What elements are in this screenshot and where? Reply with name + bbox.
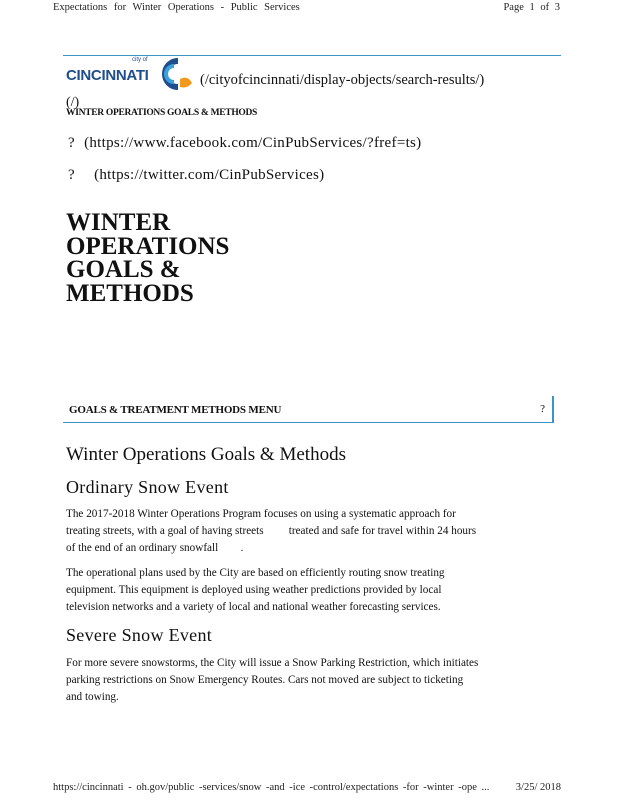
logo-c-icon — [154, 57, 198, 91]
twitter-link[interactable] — [68, 167, 324, 184]
facebook-link[interactable] — [68, 135, 421, 152]
paragraph-line: For more severe snowstorms, the City will issue a Snow Parking Restriction, which initiates — [66, 657, 479, 669]
header-divider — [63, 55, 561, 56]
paragraph-line: The operational plans used by the City are based on efficiently routing snow treating — [66, 567, 445, 579]
paragraph-line: The 2017-2018 Winter Operations Program focuses on using a systematic approach for — [66, 508, 456, 520]
print-header-page: Page 1 of 3 — [503, 2, 560, 13]
logo-arc-cyan — [166, 66, 174, 82]
page-title-line: WINTER — [66, 209, 171, 236]
paragraph-line: parking restrictions on Snow Emergency Routes. Cars not moved are subject to ticketing — [66, 674, 464, 686]
page-title-line: METHODS — [66, 279, 194, 307]
ordinary-event-heading: Ordinary Snow Event — [66, 477, 229, 497]
page-title — [66, 211, 229, 305]
paragraph-line: television networks and a variety of local and national weather forecasting services. — [66, 601, 441, 613]
facebook-url: (https://www.facebook.com/CinPubServices/?fref=ts) — [84, 135, 422, 151]
paragraph-line: equipment. This equipment is deployed using weather predictions provided by local — [66, 584, 442, 596]
site-title: WINTER OPERATIONS GOALS & METHODS — [66, 108, 258, 118]
logo-link[interactable]: (/cityofcincinnati/display-objects/search-results/) — [200, 72, 485, 88]
twitter-url: (https://twitter.com/CinPubServices) — [94, 167, 325, 183]
page-title-line: GOALS & — [66, 256, 181, 283]
print-header-title: Expectations for Winter Operations - Public Services — [53, 2, 300, 13]
paragraph-line: and towing. — [66, 691, 119, 703]
ordinary-paragraph-1 — [66, 506, 516, 557]
page-title-line: OPERATIONS — [66, 232, 230, 260]
logo-small-text: city of — [132, 57, 148, 63]
severe-paragraph-1 — [66, 655, 516, 706]
goals-menu-bar[interactable] — [63, 396, 554, 423]
paragraph-line: treating streets, with a goal of having streets treated and safe for travel within 24 hours — [66, 525, 477, 537]
content-heading: Winter Operations Goals & Methods — [66, 444, 346, 465]
menu-label: GOALS & TREATMENT METHODS MENU — [69, 404, 282, 416]
facebook-icon: ? — [68, 135, 75, 151]
twitter-icon: ? — [68, 167, 75, 183]
menu-toggle-icon[interactable]: ? — [540, 403, 545, 415]
home-link[interactable]: (/) — [66, 95, 80, 110]
print-footer-url: https://cincinnati - oh.gov/public -services/snow -and -ice -control/expectations -for -winter -ope ... — [53, 782, 490, 793]
logo-wordmark: CINCINNATI — [66, 67, 149, 84]
paragraph-line: of the end of an ordinary snowfall . — [66, 542, 244, 554]
city-logo[interactable] — [66, 57, 198, 91]
logo-swoosh-orange — [180, 78, 192, 88]
ordinary-paragraph-2 — [66, 565, 516, 616]
print-footer-date: 3/25/ 2018 — [515, 782, 561, 793]
severe-event-heading: Severe Snow Event — [66, 625, 213, 645]
